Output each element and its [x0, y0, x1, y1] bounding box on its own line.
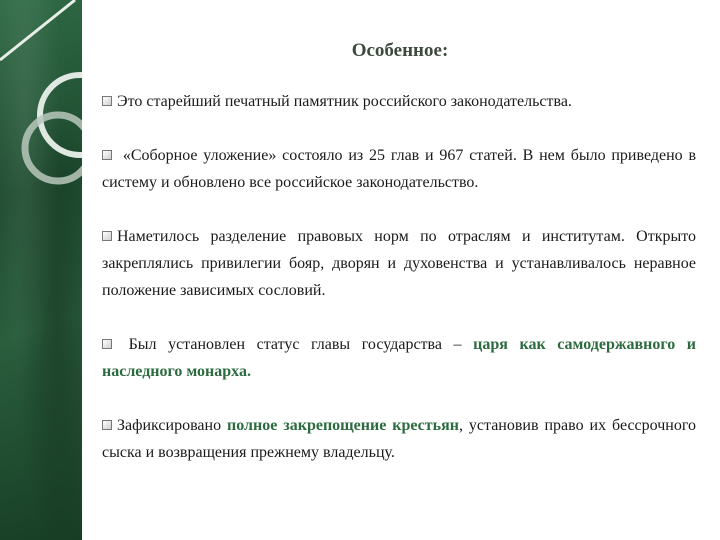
- list-item: [102, 223, 696, 304]
- slide-content: [102, 88, 696, 466]
- square-bullet-icon: [102, 231, 112, 241]
- square-bullet-icon: [102, 339, 112, 349]
- sidebar-decoration: [0, 0, 82, 540]
- item-highlight: царя как самодержавного и наследного монарха.: [102, 336, 697, 380]
- square-bullet-icon: [102, 150, 112, 160]
- item-text: Это старейший печатный памятник российского законодательства.: [117, 93, 572, 110]
- slide-title: Особенное:: [351, 40, 449, 61]
- list-item: [102, 412, 696, 466]
- square-bullet-icon: [102, 420, 112, 430]
- item-text: Зафиксировано: [117, 417, 222, 434]
- item-text: «Соборное уложение» состояло из 25 глав и 967 статей. В нем было приведено в систему и обновлено все российское законодательство.: [102, 147, 697, 191]
- decorative-line: [0, 0, 75, 60]
- item-text: Был установлен статус главы государства –: [128, 336, 462, 353]
- list-item: [102, 88, 696, 115]
- list-item: [102, 142, 696, 196]
- list-item: [102, 331, 696, 385]
- square-bullet-icon: [102, 96, 112, 106]
- item-text: Наметилось разделение правовых норм по отраслям и институтам. Открыто закреплялись привилегии бояр, дворян и духовенства и устанавливалось неравное положение зависимых сословий.: [102, 228, 696, 299]
- item-highlight: полное закрепощение крестьян: [227, 417, 459, 434]
- item-text-after: , установив право их бессрочного сыска и возвращения прежнему владельцу.: [102, 417, 697, 461]
- decorative-sidebar: [0, 0, 82, 540]
